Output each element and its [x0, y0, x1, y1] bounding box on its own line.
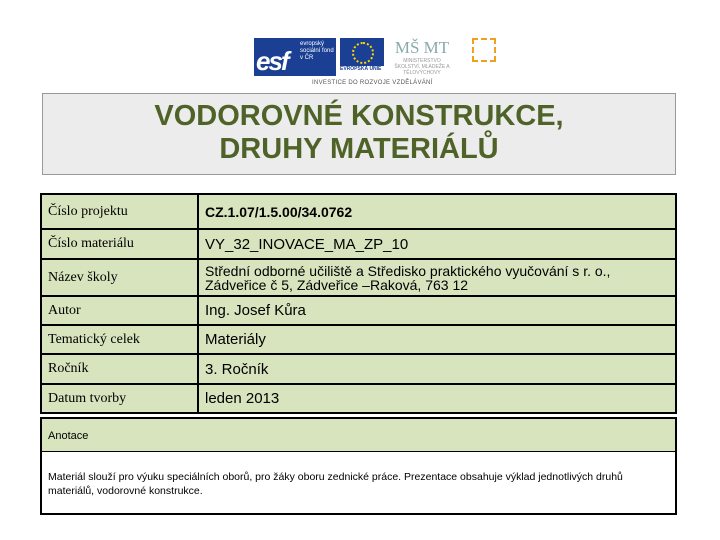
logo-bar [250, 36, 512, 90]
table-row [41, 229, 676, 259]
row-label: Autor [41, 296, 198, 325]
row-value: Materiály [198, 325, 676, 354]
row-value: Ing. Josef Kůra [198, 296, 676, 325]
table-row [41, 384, 676, 413]
row-label: Tematický celek [41, 325, 198, 354]
school-address: Zádveřice č 5, Zádveřice –Raková, 763 12 [205, 276, 469, 293]
row-label: Číslo materiálu [41, 229, 198, 259]
row-value [198, 259, 676, 296]
eu-logo: EVROPSKÁ UNIE [340, 38, 384, 76]
row-value: VY_32_INOVACE_MA_ZP_10 [198, 229, 676, 259]
title-line-1: VODOROVNÉ KONSTRUKCE, [154, 100, 564, 132]
tagline: INVESTICE DO ROZVOJE VZDĚLÁVÁNÍ [312, 80, 433, 86]
annotation-heading: Anotace [42, 419, 675, 452]
school-name: Střední odborné učiliště a Středisko praktického vyučování s r. o., [205, 262, 611, 279]
table-row [41, 259, 676, 296]
annotation-text: Materiál slouží pro výuku speciálních oborů, pro žáky oboru zednické práce. Prezentace obsahuje výklad jednotlivých druhů materiálů, vodorovné konstrukce. [48, 471, 623, 497]
msmt-logo: MŠ MT MINISTERSTVO ŠKOLSTVÍ, MLÁDEŽE A TĚLOVÝCHOVY [394, 38, 450, 76]
esf-logo: esf evropský sociální fond v ČR [254, 38, 336, 76]
row-label: Datum tvorby [41, 384, 198, 413]
row-value: leden 2013 [198, 384, 676, 413]
row-value: 3. Ročník [198, 354, 676, 384]
row-label: Číslo projektu [41, 194, 198, 229]
row-label: Název školy [41, 259, 198, 296]
table-row [41, 354, 676, 384]
title-line-2: DRUHY MATERIÁLŮ [219, 133, 499, 165]
row-value: CZ.1.07/1.5.00/34.0762 [198, 194, 676, 229]
info-table [40, 193, 677, 414]
table-row [41, 194, 676, 229]
annotation-box [40, 417, 677, 515]
table-row [41, 325, 676, 354]
table-row [41, 296, 676, 325]
page-title [42, 93, 676, 175]
row-label: Ročník [41, 354, 198, 384]
school-logo [460, 38, 508, 76]
